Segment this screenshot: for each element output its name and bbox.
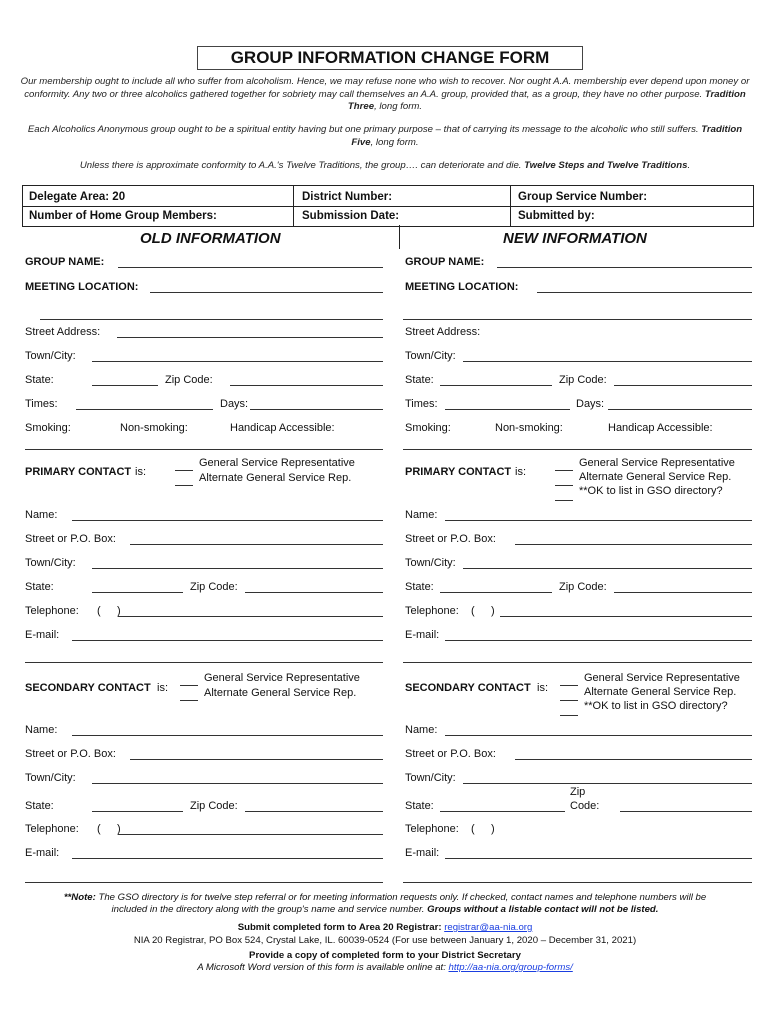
copy-text: Provide a copy of completed form to your District Secretary xyxy=(249,950,521,961)
input-line[interactable] xyxy=(130,759,383,760)
paren-close-label: ) xyxy=(491,605,495,617)
email-label: E-mail: xyxy=(405,629,440,641)
input-line[interactable] xyxy=(92,361,383,362)
street-po-label: Street or P.O. Box: xyxy=(405,748,496,760)
alt-gsr-option: Alternate General Service Rep. xyxy=(204,687,357,699)
header-row-divider xyxy=(23,206,753,207)
checkbox-alt-gsr[interactable] xyxy=(175,485,193,486)
days-label: Days: xyxy=(220,398,249,410)
input-line[interactable] xyxy=(245,592,383,593)
town-city-label: Town/City: xyxy=(405,350,456,362)
street-po-label: Street or P.O. Box: xyxy=(25,533,116,545)
telephone-label: Telephone: xyxy=(405,823,459,835)
smoking-label: Smoking: xyxy=(25,422,71,434)
non-smoking-label: Non-smoking: xyxy=(120,422,188,434)
input-line[interactable] xyxy=(118,616,383,617)
days-label: Days: xyxy=(576,398,605,410)
primary-contact-label: PRIMARY CONTACT xyxy=(25,466,132,478)
telephone-label: Telephone: xyxy=(405,605,459,617)
checkbox-gsr[interactable] xyxy=(560,685,578,686)
district-secretary-note xyxy=(0,950,770,962)
input-line[interactable] xyxy=(150,292,383,293)
note-bold-text: Groups without a listable contact will not be listed. xyxy=(427,904,659,915)
name-label: Name: xyxy=(25,724,58,736)
street-address-label: Street Address: xyxy=(25,326,101,338)
group-name-label: GROUP NAME: xyxy=(25,256,105,268)
intro-bold: Tradition Three xyxy=(347,88,746,112)
input-line[interactable] xyxy=(92,783,383,784)
alt-gsr-option: Alternate General Service Rep. xyxy=(579,471,732,483)
state-label: State: xyxy=(25,581,54,593)
handicap-label: Handicap Accessible: xyxy=(230,422,335,434)
alt-gsr-option: Alternate General Service Rep. xyxy=(584,686,737,698)
intro-text: Each Alcoholics Anonymous group ought to be a spiritual entity having but one primary purpose – that of carrying its message to the alcoholic who still suffers. xyxy=(27,124,702,135)
checkbox-alt-gsr[interactable] xyxy=(560,700,578,701)
input-line[interactable] xyxy=(614,592,752,593)
input-line[interactable] xyxy=(130,544,383,545)
intro-text: Our membership ought to include all who suffer from alcoholism. Hence, we may refuse none who wish to recover. Nor ought A.A. membership ever depend upon money or conformity. Any two or three alcoholics gathered together for sobriety may call themselves an A.A. group, provided that, as a group, they have no other purpose. xyxy=(20,76,750,100)
input-line[interactable] xyxy=(230,385,383,386)
form-title: GROUP INFORMATION CHANGE FORM xyxy=(197,46,583,70)
state-label: State: xyxy=(405,581,434,593)
intro-text: Unless there is approximate conformity to A.A.'s Twelve Traditions, the group…. can deteriorate and die. xyxy=(79,160,525,171)
input-line[interactable] xyxy=(463,783,752,784)
intro-bold: Tradition Five xyxy=(351,124,743,148)
intro-bold: Twelve Steps and Twelve Traditions xyxy=(524,160,688,171)
input-line[interactable] xyxy=(245,811,383,812)
email-label: E-mail: xyxy=(405,847,440,859)
column-divider xyxy=(399,225,400,249)
input-line[interactable] xyxy=(92,385,158,386)
input-line[interactable] xyxy=(440,592,552,593)
intro-tail: , long form. xyxy=(374,101,423,112)
gsr-option: General Service Representative xyxy=(584,672,740,684)
input-line[interactable] xyxy=(463,361,752,362)
gsr-option: General Service Representative xyxy=(204,672,360,684)
input-line[interactable] xyxy=(620,811,752,812)
input-line[interactable] xyxy=(92,568,383,569)
code-label: Code: xyxy=(570,800,600,812)
telephone-label: Telephone: xyxy=(25,823,79,835)
secondary-contact-label: SECONDARY CONTACT xyxy=(405,682,531,694)
tradition-three-text xyxy=(20,76,750,114)
is-label: is: xyxy=(157,682,168,694)
state-label: State: xyxy=(25,374,54,386)
zip-code-label: Zip Code: xyxy=(559,581,607,593)
gsr-option: General Service Representative xyxy=(199,457,355,469)
header-table xyxy=(22,185,754,227)
section-divider xyxy=(403,449,752,450)
twelve-traditions-text xyxy=(20,160,750,173)
input-line[interactable] xyxy=(76,409,213,410)
times-label: Times: xyxy=(25,398,58,410)
town-city-label: Town/City: xyxy=(405,557,456,569)
input-line[interactable] xyxy=(500,616,752,617)
state-label: State: xyxy=(405,800,434,812)
paren-open-label: ( xyxy=(97,823,101,835)
handicap-label: Handicap Accessible: xyxy=(608,422,713,434)
submit-text: Submit completed form to Area 20 Registrar: xyxy=(237,922,445,933)
section-divider xyxy=(403,882,752,883)
group-name-label: GROUP NAME: xyxy=(405,256,485,268)
intro-tail: . xyxy=(687,160,691,171)
input-line[interactable] xyxy=(92,592,183,593)
paren-close-label: ) xyxy=(117,605,121,617)
input-line[interactable] xyxy=(117,337,383,338)
state-label: State: xyxy=(25,800,54,812)
input-line[interactable] xyxy=(72,858,383,859)
checkbox-alt-gsr[interactable] xyxy=(555,485,573,486)
submit-line xyxy=(0,922,770,934)
input-line[interactable] xyxy=(445,409,570,410)
zip-code-label: Zip Code: xyxy=(165,374,213,386)
town-city-label: Town/City: xyxy=(25,350,76,362)
input-line[interactable] xyxy=(445,520,752,521)
street-address-label: Street Address: xyxy=(405,326,481,338)
input-line[interactable] xyxy=(118,267,383,268)
non-smoking-label: Non-smoking: xyxy=(495,422,563,434)
checkbox-gsr[interactable] xyxy=(555,470,573,471)
is-label: is: xyxy=(515,466,526,478)
paren-open-label: ( xyxy=(471,605,475,617)
input-line[interactable] xyxy=(403,319,752,320)
gsr-option: General Service Representative xyxy=(579,457,735,469)
is-label: is: xyxy=(135,466,146,478)
email-label: E-mail: xyxy=(25,847,60,859)
input-line[interactable] xyxy=(515,544,752,545)
paren-close-label: ) xyxy=(117,823,121,835)
registrar-address: NIA 20 Registrar, PO Box 524, Crystal Lake, IL. 60039-0524 (For use between January 1, 2020 – December 31, 2021) xyxy=(133,935,637,946)
name-label: Name: xyxy=(405,724,438,736)
input-line[interactable] xyxy=(440,385,552,386)
smoking-label: Smoking: xyxy=(405,422,451,434)
section-divider xyxy=(25,662,383,663)
input-line[interactable] xyxy=(72,520,383,521)
street-po-label: Street or P.O. Box: xyxy=(405,533,496,545)
input-line[interactable] xyxy=(72,735,383,736)
alt-gsr-option: Alternate General Service Rep. xyxy=(199,472,352,484)
input-line[interactable] xyxy=(250,409,383,410)
district-number-field[interactable]: District Number: xyxy=(302,191,393,203)
note-label: **Note: xyxy=(63,892,96,903)
is-label: is: xyxy=(537,682,548,694)
ok-gso-option: **OK to list in GSO directory? xyxy=(584,700,728,712)
ok-gso-option: **OK to list in GSO directory? xyxy=(579,485,723,497)
delegate-area-field[interactable]: Delegate Area: 20 xyxy=(29,191,126,203)
checkbox-gsr[interactable] xyxy=(175,470,193,471)
gso-note xyxy=(0,892,770,916)
paren-open-label: ( xyxy=(97,605,101,617)
section-divider xyxy=(25,882,383,883)
input-line[interactable] xyxy=(445,858,752,859)
email-label: E-mail: xyxy=(25,629,60,641)
town-city-label: Town/City: xyxy=(405,772,456,784)
checkbox-gsr[interactable] xyxy=(180,685,198,686)
group-forms-link[interactable]: http://aa-nia.org/group-forms/ xyxy=(448,962,573,973)
town-city-label: Town/City: xyxy=(25,772,76,784)
zip-code-label: Zip Code: xyxy=(190,800,238,812)
zip-code-label: Zip Code: xyxy=(559,374,607,386)
paren-open-label: ( xyxy=(471,823,475,835)
checkbox-alt-gsr[interactable] xyxy=(180,700,198,701)
word-version-line xyxy=(0,962,770,974)
input-line[interactable] xyxy=(608,409,752,410)
input-line[interactable] xyxy=(445,640,752,641)
registrar-email-link[interactable]: registrar@aa-nia.org xyxy=(444,922,533,933)
times-label: Times: xyxy=(405,398,438,410)
checkbox-ok-gso[interactable] xyxy=(555,500,573,501)
input-line[interactable] xyxy=(445,735,752,736)
input-line[interactable] xyxy=(537,292,752,293)
section-divider xyxy=(25,449,383,450)
input-line[interactable] xyxy=(92,811,183,812)
section-divider xyxy=(403,662,752,663)
checkbox-ok-gso[interactable] xyxy=(560,715,578,716)
town-city-label: Town/City: xyxy=(25,557,76,569)
submission-date-field[interactable]: Submission Date: xyxy=(302,210,400,222)
new-information-heading: NEW INFORMATION xyxy=(503,230,647,247)
telephone-label: Telephone: xyxy=(25,605,79,617)
street-po-label: Street or P.O. Box: xyxy=(25,748,116,760)
name-label: Name: xyxy=(25,509,58,521)
name-label: Name: xyxy=(405,509,438,521)
meeting-location-label: MEETING LOCATION: xyxy=(25,281,139,293)
tradition-five-text xyxy=(20,124,750,149)
zip-code-label: Zip Code: xyxy=(190,581,238,593)
primary-contact-label: PRIMARY CONTACT xyxy=(405,466,512,478)
submitted-by-field[interactable]: Submitted by: xyxy=(518,210,595,222)
meeting-location-label: MEETING LOCATION: xyxy=(405,281,519,293)
home-group-members-field[interactable]: Number of Home Group Members: xyxy=(29,210,217,222)
gso-note-text xyxy=(45,892,725,916)
input-line[interactable] xyxy=(40,319,383,320)
state-label: State: xyxy=(405,374,434,386)
intro-tail: , long form. xyxy=(370,136,419,148)
input-line[interactable] xyxy=(440,811,565,812)
paren-close-label: ) xyxy=(491,823,495,835)
word-text: A Microsoft Word version of this form is available online at: xyxy=(197,962,449,973)
input-line[interactable] xyxy=(463,568,752,569)
input-line[interactable] xyxy=(614,385,752,386)
input-line[interactable] xyxy=(118,834,383,835)
secondary-contact-label: SECONDARY CONTACT xyxy=(25,682,151,694)
group-service-number-field[interactable]: Group Service Number: xyxy=(518,191,648,203)
zip-label: Zip xyxy=(570,786,586,798)
note-text: The GSO directory is for twelve step referral or for meeting information requests only. If checked, contact names and telephone numbers will be included in the directory along with the group's name and service number. xyxy=(95,892,707,915)
input-line[interactable] xyxy=(72,640,383,641)
input-line[interactable] xyxy=(497,267,752,268)
input-line[interactable] xyxy=(515,759,752,760)
old-information-heading: OLD INFORMATION xyxy=(140,230,281,247)
